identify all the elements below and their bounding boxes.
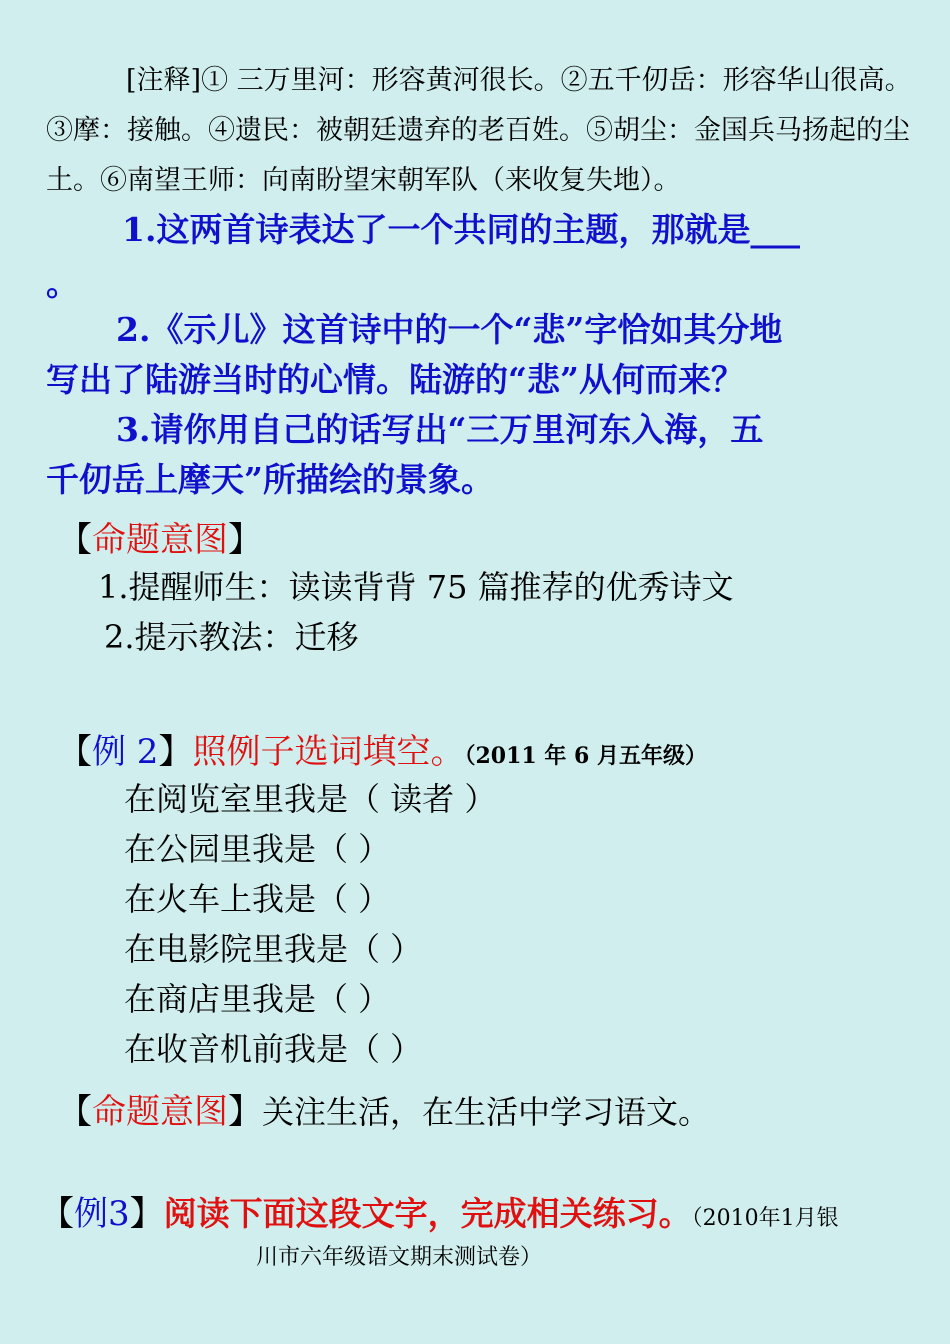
intent-label: 命题意图 <box>92 520 228 560</box>
question-1-line-2: 。 <box>46 264 79 303</box>
fill-row-5: 在商店里我是（ ） <box>124 980 391 1018</box>
example-title: 照例子选词填空。 <box>192 732 465 772</box>
intent-item-1: 1.提醒师生：读读背背 75 篇推荐的优秀诗文 <box>98 568 734 606</box>
intent-heading-1 <box>58 512 262 561</box>
question-2-line-2: 写出了陆游当时的心情。陆游的“悲”从何而来？ <box>46 360 744 399</box>
intent-label: 命题意图 <box>92 1092 228 1132</box>
question-3-line-2: 千仞岳上摩天”所描绘的景象。 <box>46 460 494 499</box>
bracket-close: 】 <box>129 1194 164 1234</box>
bracket-close: 】 <box>158 732 193 772</box>
note-line-2: ③摩：接触。④遗民：被朝廷遗弃的老百姓。⑤胡尘：金国兵马扬起的尘 <box>46 115 910 146</box>
bracket-open: 【 <box>58 1092 92 1132</box>
intent-heading-2 <box>58 1084 710 1133</box>
intent-text: 关注生活，在生活中学习语文。 <box>262 1093 711 1131</box>
example-2-heading <box>58 724 707 773</box>
fill-row-2: 在公园里我是（ ） <box>124 830 391 868</box>
question-1-line-1: 1.这两首诗表达了一个共同的主题，那就是___ <box>122 210 800 249</box>
fill-row-6: 在收音机前我是（ ） <box>124 1030 423 1068</box>
fill-row-1: 在阅览室里我是（ 读者 ） <box>124 780 497 818</box>
bracket-open: 【 <box>58 732 92 772</box>
question-3-line-1: 3.请你用自己的话写出“三万里河东入海，五 <box>116 410 764 449</box>
intent-item-2: 2.提示教法：迁移 <box>104 618 359 656</box>
note-line-1: [注释]① 三万里河：形容黄河很长。②五千仞岳：形容华山很高。 <box>126 65 912 96</box>
example-source: （2011 年 6 月五年级） <box>464 743 707 769</box>
fill-row-3: 在火车上我是（ ） <box>124 880 391 918</box>
bracket-open: 【 <box>40 1194 74 1234</box>
example-source-1: （2010年1月银 <box>691 1206 839 1231</box>
fill-row-4: 在电影院里我是（ ） <box>124 930 423 968</box>
example-source-2: 川市六年级语文期末测试卷） <box>256 1245 543 1270</box>
bracket-close: 】 <box>228 1092 262 1132</box>
bracket-close: 】 <box>228 520 262 560</box>
example-label: 例 2 <box>92 732 159 772</box>
bracket-open: 【 <box>58 520 92 560</box>
note-line-3: 土。⑥南望王师：向南盼望宋朝军队（来收复失地）。 <box>46 165 681 196</box>
example-3-heading <box>40 1186 839 1235</box>
example-label: 例3 <box>74 1194 130 1234</box>
question-2-line-1: 2.《示儿》这首诗中的一个“悲”字恰如其分地 <box>116 310 783 349</box>
example-title: 阅读下面这段文字，完成相关练习。 <box>163 1194 692 1233</box>
